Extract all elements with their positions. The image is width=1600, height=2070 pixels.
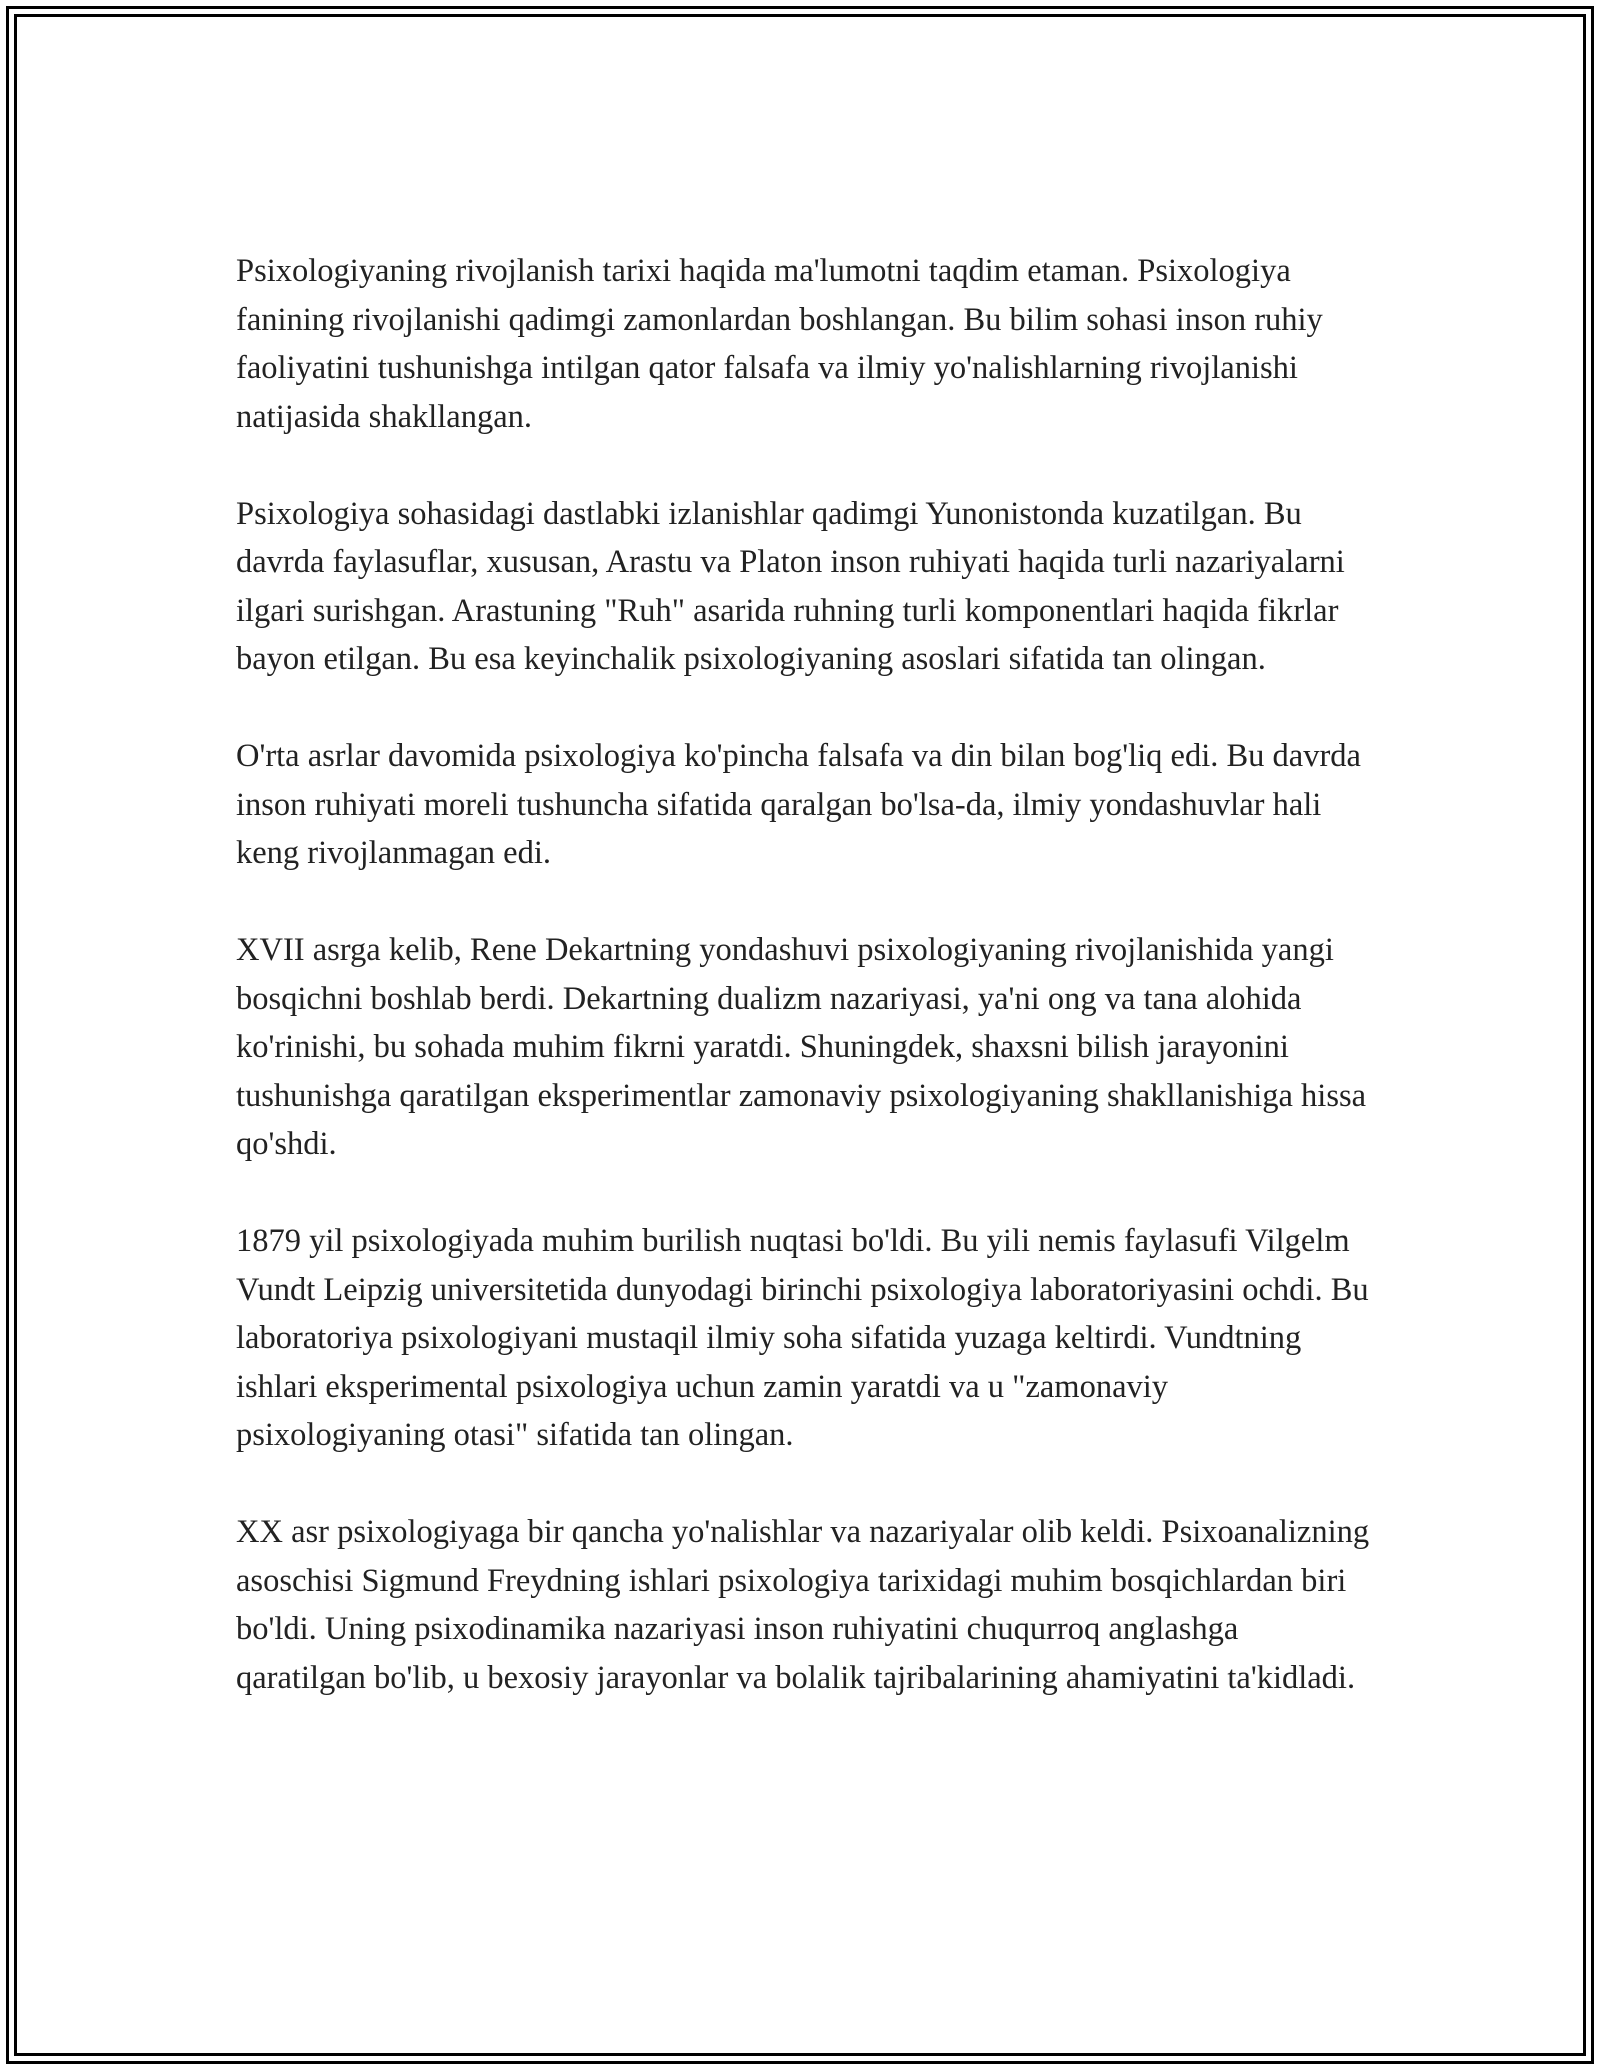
paragraph-3: O'rta asrlar davomida psixologiya ko'pincha falsafa va din bilan bog'liq edi. Bu davrda inson ruhiyati moreli tushuncha sifatida qaralgan bo'lsa-da, ilmiy yondashuvlar hali keng rivojlanmagan edi. [236,738,1361,871]
document-body [236,247,1376,1751]
paragraph-5: 1879 yil psixologiyada muhim burilish nuqtasi bo'ldi. Bu yili nemis faylasufi Vilgelm Vundt Leipzig universitetida dunyodagi birinchi psixologiya laboratoriyasini ochdi. Bu laboratoriya psixologiyani mustaqil ilmiy soha sifatida yuzaga keltirdi. Vundtning ishlari eksperimental psixologiya uchun zamin yaratdi va u "zamonaviy psixologiyaning otasi" sifatida tan olingan. [236,1223,1369,1453]
paragraph-4: XVII asrga kelib, Rene Dekartning yondashuvi psixologiyaning rivojlanishida yangi bosqichni boshlab berdi. Dekartning dualizm nazariyasi, ya'ni ong va tana alohida ko'rinishi, bu sohada muhim fikrni yaratdi. Shuningdek, shaxsni bilish jarayonini tushunishga qaratilgan eksperimentlar zamonaviy psixologiyaning shakllanishiga hissa qo'shdi. [236,932,1367,1162]
paragraph-2: Psixologiya sohasidagi dastlabki izlanishlar qadimgi Yunonistonda kuzatilgan. Bu davrda faylasuflar, xususan, Arastu va Platon inson ruhiyati haqida turli nazariyalarni ilgari surishgan. Arastuning "Ruh" asarida ruhning turli komponentlari haqida fikrlar bayon etilgan. Bu esa keyinchalik psixologiyaning asoslari sifatida tan olingan. [236,495,1345,677]
paragraph-6: XX asr psixologiyaga bir qancha yo'nalishlar va nazariyalar olib keldi. Psixoanalizning asoschisi Sigmund Freydning ishlari psixologiya tarixidagi muhim bosqichlardan biri bo'ldi. Uning psixodinamika nazariyasi inson ruhiyatini chuqurroq anglashga qaratilgan bo'lib, u bexosiy jarayonlar va bolalik tajribalarining ahamiyatini ta'kidladi. [236,1514,1370,1696]
paragraph-1: Psixologiyaning rivojlanish tarixi haqida ma'lumotni taqdim etaman. Psixologiya fanining rivojlanishi qadimgi zamonlardan boshlangan. Bu bilim sohasi inson ruhiy faoliyatini tushunishga intilgan qator falsafa va ilmiy yo'nalishlarning rivojlanishi natijasida shakllangan. [236,253,1323,435]
